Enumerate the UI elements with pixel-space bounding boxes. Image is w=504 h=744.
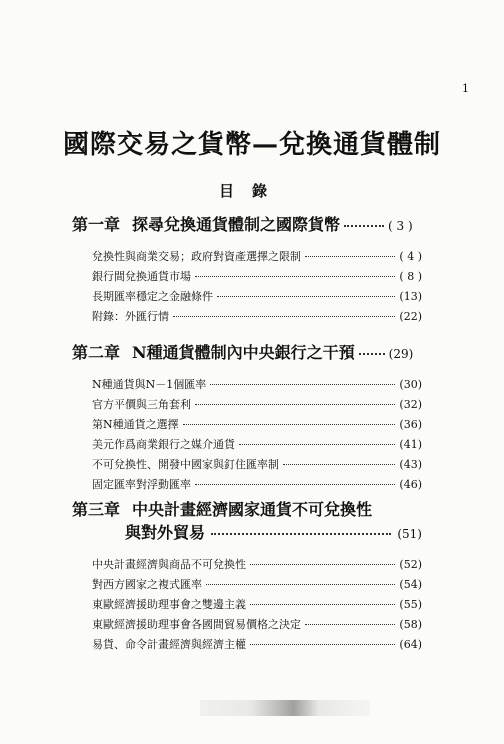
entry-title: 官方平價與三角套利 bbox=[92, 398, 191, 411]
entry-title: 東歐經濟援助理事會之雙邊主義 bbox=[92, 598, 246, 611]
entry-page: (58) bbox=[399, 618, 422, 631]
toc-entry[interactable] bbox=[92, 456, 422, 472]
toc-entry[interactable] bbox=[92, 376, 422, 392]
dot-leader bbox=[239, 444, 395, 445]
dot-leader bbox=[211, 533, 391, 535]
entry-page: (43) bbox=[399, 458, 422, 471]
chapter-title-line2: 與對外貿易 bbox=[125, 523, 206, 542]
entry-title: 銀行間兌換通貨市場 bbox=[92, 270, 191, 283]
entry-page: (55) bbox=[399, 598, 422, 611]
dot-leader bbox=[195, 404, 395, 405]
dot-leader bbox=[305, 624, 395, 625]
entry-page: (64) bbox=[399, 638, 422, 651]
entry-title: 對西方國家之複式匯率 bbox=[92, 578, 202, 591]
dot-leader bbox=[250, 644, 395, 645]
entry-title: 第N種通貨之選擇 bbox=[92, 418, 179, 431]
entry-page: (32) bbox=[399, 398, 422, 411]
toc-entry[interactable] bbox=[92, 616, 422, 632]
entry-title: 長期匯率穩定之金融條件 bbox=[92, 290, 213, 303]
entry-page: (36) bbox=[399, 418, 422, 431]
dot-leader bbox=[250, 604, 395, 605]
entry-page: (41) bbox=[399, 438, 422, 451]
entry-title: 東歐經濟援助理事會各國間貿易價格之決定 bbox=[92, 618, 301, 631]
entry-title: N種通貨與N－1個匯率 bbox=[92, 378, 207, 391]
entry-page: ( 8 ) bbox=[399, 270, 422, 283]
dot-leader bbox=[305, 256, 395, 257]
chapter-number: 第三章 bbox=[72, 500, 121, 519]
entry-title: 不可兌換性、開發中國家與釘住匯率制 bbox=[92, 458, 279, 471]
dot-leader bbox=[250, 564, 395, 565]
toc-entry[interactable] bbox=[92, 476, 422, 492]
toc-entry[interactable] bbox=[92, 436, 422, 452]
toc-entry[interactable] bbox=[92, 248, 422, 264]
entry-title: 附錄：外匯行情 bbox=[92, 310, 169, 323]
entry-page: ( 4 ) bbox=[399, 250, 422, 263]
entry-title: 兌換性與商業交易；政府對資產選擇之限制 bbox=[92, 250, 301, 263]
dot-leader bbox=[344, 225, 384, 227]
toc-entry[interactable] bbox=[92, 556, 422, 572]
chapter-number: 第一章 bbox=[72, 215, 121, 234]
dot-leader bbox=[210, 384, 395, 385]
dot-leader bbox=[195, 484, 395, 485]
dot-leader bbox=[195, 276, 395, 277]
page-number: 1 bbox=[462, 82, 469, 95]
entry-title: 美元作爲商業銀行之媒介通貨 bbox=[92, 438, 235, 451]
entry-page: (46) bbox=[399, 478, 422, 491]
entry-title: 中央計畫經濟與商品不可兌換性 bbox=[92, 558, 246, 571]
dot-leader bbox=[183, 424, 396, 425]
toc-chapter-1[interactable] bbox=[72, 212, 422, 235]
scan-artifact bbox=[200, 700, 370, 716]
toc-chapter-2[interactable] bbox=[72, 340, 422, 363]
toc-entry[interactable] bbox=[92, 636, 422, 652]
chapter-page: (51) bbox=[397, 527, 422, 541]
chapter-page: ( 3 ) bbox=[388, 219, 413, 233]
entry-page: (54) bbox=[399, 578, 422, 591]
dot-leader bbox=[173, 316, 395, 317]
entry-page: (52) bbox=[399, 558, 422, 571]
entry-title: 易貨、命令計畫經濟與經濟主權 bbox=[92, 638, 246, 651]
dot-leader bbox=[359, 353, 385, 355]
chapter-title: 中央計畫經濟國家通貨不可兌換性 bbox=[132, 500, 373, 519]
book-title: 國際交易之貨幣—兌換通貨體制 bbox=[62, 130, 441, 160]
entry-page: (22) bbox=[399, 310, 422, 323]
dot-leader bbox=[217, 296, 395, 297]
chapter-number: 第二章 bbox=[72, 343, 121, 362]
toc-entry[interactable] bbox=[92, 396, 422, 412]
toc-chapter-3[interactable] bbox=[72, 497, 422, 520]
entry-title: 固定匯率對浮動匯率 bbox=[92, 478, 191, 491]
chapter-title: N種通貨體制內中央銀行之干預 bbox=[132, 343, 355, 362]
toc-entry[interactable] bbox=[92, 308, 422, 324]
toc-entry[interactable] bbox=[92, 288, 422, 304]
toc-entry[interactable] bbox=[92, 596, 422, 612]
toc-heading: 目錄 bbox=[218, 182, 285, 200]
dot-leader bbox=[283, 464, 395, 465]
entry-page: (30) bbox=[399, 378, 422, 391]
chapter-title: 探尋兌換通貨體制之國際貨幣 bbox=[132, 215, 341, 234]
chapter-page: (29) bbox=[388, 347, 414, 361]
toc-entry[interactable] bbox=[92, 576, 422, 592]
dot-leader bbox=[206, 584, 395, 585]
entry-page: (13) bbox=[399, 290, 422, 303]
chapter-title-continued[interactable] bbox=[125, 520, 422, 543]
toc-entry[interactable] bbox=[92, 268, 422, 284]
toc-entry[interactable] bbox=[92, 416, 422, 432]
